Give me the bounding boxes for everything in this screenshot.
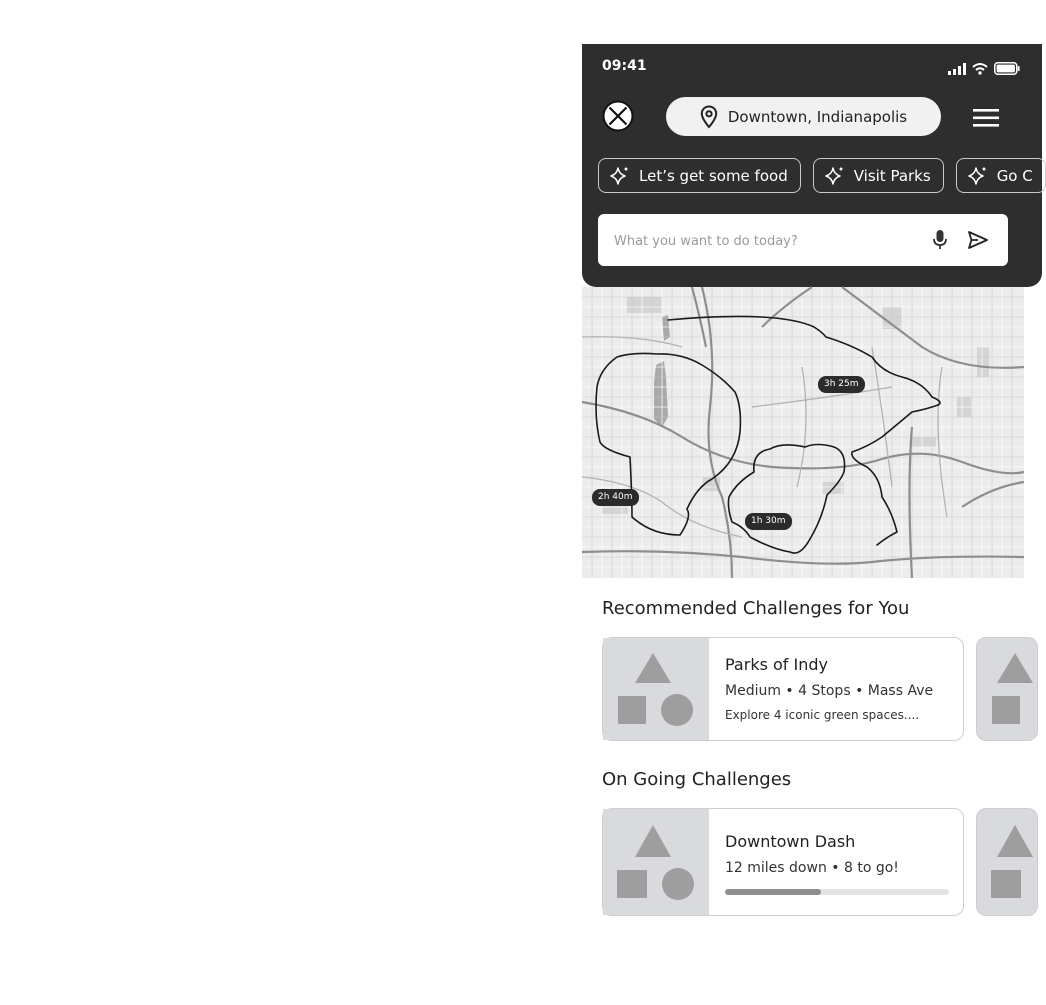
top-panel	[582, 44, 1042, 287]
phone-screen	[582, 44, 1033, 1005]
challenge-card[interactable]	[602, 637, 964, 741]
map-pin-icon	[700, 105, 718, 129]
ongoing-card-peek[interactable]	[976, 808, 1038, 916]
send-icon[interactable]	[967, 230, 989, 250]
microphone-icon[interactable]	[932, 229, 948, 251]
chip-label: Let’s get some food	[639, 166, 788, 185]
thumbnail-placeholder	[603, 809, 709, 915]
route-label[interactable]: 2h 40m	[592, 489, 639, 506]
menu-icon[interactable]	[972, 106, 1000, 130]
route-label[interactable]: 3h 25m	[818, 376, 865, 393]
challenge-title: Parks of Indy	[725, 655, 828, 674]
ongoing-title: On Going Challenges	[602, 769, 792, 790]
chip-label: Visit Parks	[853, 166, 931, 185]
wifi-icon	[972, 63, 988, 75]
sparkle-icon	[609, 165, 631, 187]
sparkle-icon	[824, 165, 846, 187]
shapes-placeholder-icon	[603, 809, 709, 915]
battery-icon	[994, 62, 1020, 75]
sparkle-icon	[967, 165, 989, 187]
status-icons	[948, 62, 1020, 75]
shapes-placeholder-icon	[977, 809, 1037, 915]
chip-go[interactable]	[956, 158, 1046, 193]
challenge-title: Downtown Dash	[725, 832, 856, 851]
challenge-description: Explore 4 iconic green spaces....	[725, 708, 920, 722]
recommended-title: Recommended Challenges for You	[602, 598, 910, 619]
chip-parks[interactable]	[813, 158, 944, 193]
thumbnail-placeholder	[603, 638, 709, 740]
route-map[interactable]	[582, 287, 1024, 578]
location-selector[interactable]	[666, 97, 941, 136]
challenge-card-peek[interactable]	[976, 637, 1038, 741]
shapes-placeholder-icon	[603, 638, 709, 740]
chip-label: Go C	[996, 166, 1033, 185]
progress-bar	[725, 889, 949, 895]
close-button[interactable]	[602, 100, 634, 132]
ongoing-challenge-card[interactable]	[602, 808, 964, 916]
progress-bar-fill	[725, 889, 821, 895]
challenge-meta: Medium • 4 Stops • Mass Ave	[725, 683, 934, 699]
chip-food[interactable]	[598, 158, 801, 193]
search-bar	[598, 214, 1008, 266]
signal-icon	[948, 63, 966, 75]
search-input[interactable]	[612, 226, 916, 256]
location-label: Downtown, Indianapolis	[727, 107, 908, 126]
challenge-progress-text: 12 miles down • 8 to go!	[725, 860, 899, 876]
shapes-placeholder-icon	[977, 638, 1037, 740]
route-label[interactable]: 1h 30m	[745, 513, 792, 530]
map-background	[582, 287, 1024, 578]
suggestion-chips	[598, 158, 1046, 193]
status-time: 09:41	[602, 58, 647, 74]
